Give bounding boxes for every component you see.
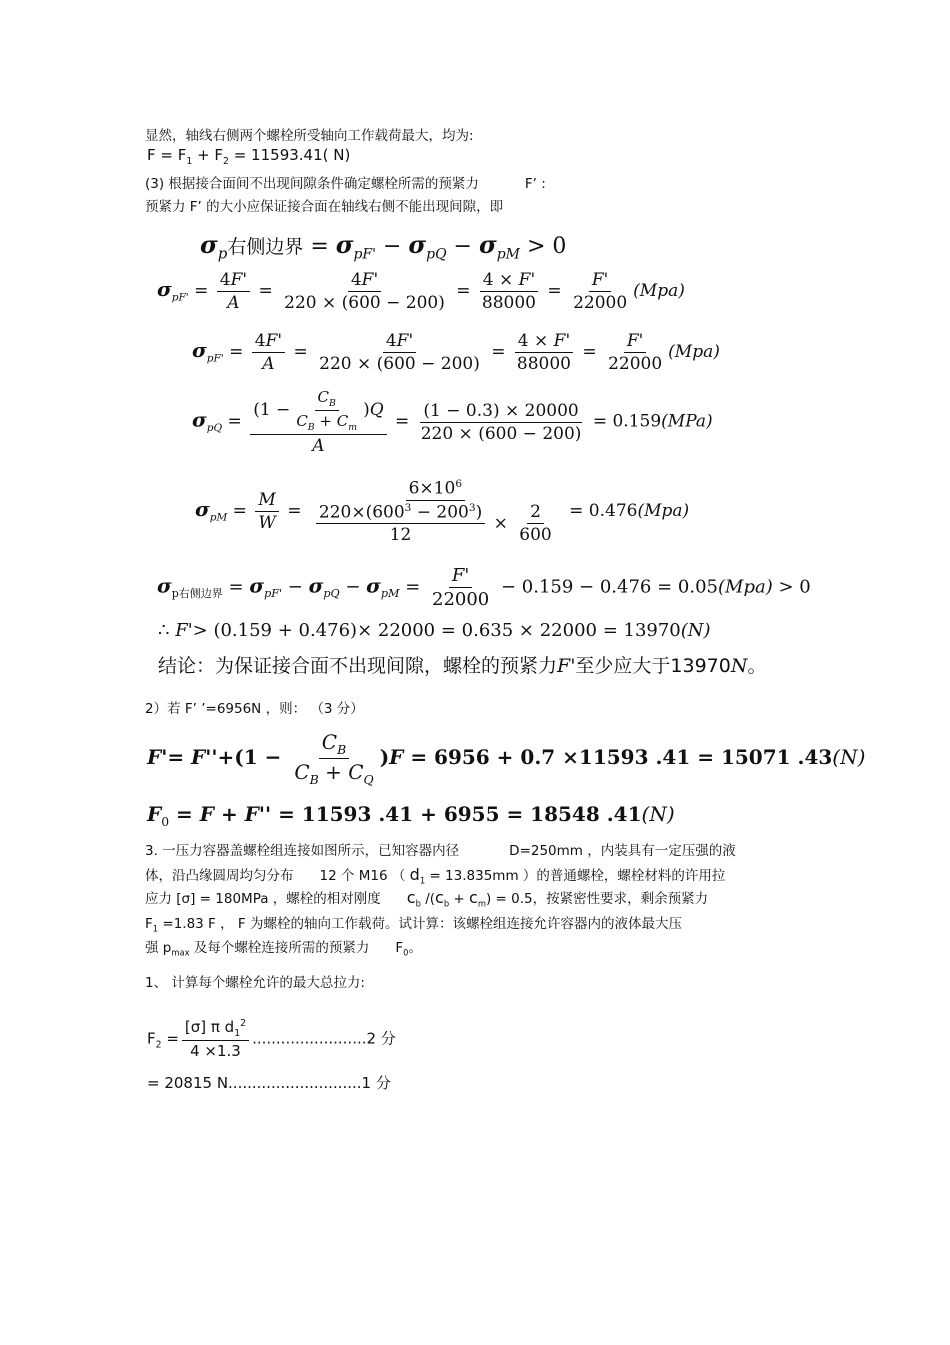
conclusion-text: 结论：为保证接合面不出现间隙，螺栓的预紧力F'至少应大于13970N。 — [158, 655, 767, 677]
boundary-equation: $\sigma_{p右侧边界} = \sigma_{pF'} - \sigma_{pQ} - \sigma_{pM}$ = $\frac{F'}{22000}$ − 0.159 − 0.476 = 0.05(Mpa) > 0 — [157, 565, 811, 610]
f0-equation: $F_0 = F + F'' = 11593$ .41 + 6955 = 18548 .41(N) — [147, 802, 675, 829]
q3-line-4: $F_1 =1.83$ F ， F 为螺栓的轴向工作载荷。试计算：该螺栓组连接允许容器内的液体最大压 — [145, 916, 682, 934]
intro-text: 显然，轴线右侧两个螺栓所受轴向工作载荷最大，均为: — [145, 128, 474, 144]
spq-equation: $\sigma_{pQ}$ = (1 − $\frac{C_B}{C_B + C_m}$ )Q A = $\frac{(1 - 0.3) \times 20000}{220 \times (600 - 200)}$ = 0.159(MPa) — [192, 388, 713, 456]
fprime-equation: F'= F''+(1 − $\frac{C_B}{C_B + C_Q}$ )F = 6956 + 0.7 ×11593 .41 = 15071 .43(N) — [147, 730, 866, 787]
therefore-equation: ∴ F'> (0.159 + 0.476)× 22000 = 0.635 × 22000 = 13970(N) — [158, 620, 711, 641]
f-total-equation: $F = F_1 + F_2 = 11593.41$( N) — [147, 146, 351, 167]
condition-equation: $\sigma_p$右侧边界 = $\sigma_{pF'} - \sigma_{pQ} - \sigma_{pM} > 0$ — [200, 230, 567, 263]
step3-description: 预紧力 F’ 的大小应保证接合面在轴线右侧不能出现间隙，即 — [145, 199, 504, 215]
step3-heading: (3) 根据接合面间不出现间隙条件确定螺栓所需的预紧力 F’ : — [145, 176, 546, 192]
spf-equation-1: $\sigma_{pF'}$ = $\frac{4F'}{A}$ = $\frac{4F'}{220 \times (600 - 200)}$ = $\frac{4 \times F'}{88000}$ = $\frac{F'}{22000}$ (Mpa) — [157, 270, 685, 313]
part2-header: 2）若 F’ ’=6956N ，则： （3 分） — [145, 701, 364, 717]
step1-heading: 1、 计算每个螺栓允许的最大总拉力: — [145, 975, 365, 991]
spf-equation-2: $\sigma_{pF'}$ = $\frac{4F'}{A}$ = $\frac{4F'}{220 \times (600 - 200)}$ = $\frac{4 \times F'}{88000}$ = $\frac{F'}{22000}$ (Mpa) — [192, 331, 720, 374]
f2-formula: $F_2$ = $\frac{[\sigma] \pi d_1^2}{4 \times 1.3}$ ........................2 分 — [147, 1018, 396, 1060]
f2-result: = 20815 N............................1 分 — [147, 1074, 391, 1092]
q3-line-2: 体，沿凸缘圆周均匀分布 12 个 M16 （ $d_1 = 13.835mm$ ）的普通螺栓，螺栓材料的许用拉 — [145, 865, 726, 886]
spm-equation: $\sigma_{pM}$ = $\frac{M}{W}$ = $6\times 10^6$ $\frac{220\times(600^3 - 200^3)}{12}$ × $\frac{2}{600}$ = 0.476(Mpa) — [195, 478, 690, 546]
q3-line-3: 应力 [σ] = 180MPa ，螺栓的相对刚度 $c_b$ $/(c_b + c_m) = 0.5$，按紧密性要求，剩余预紧力 — [145, 888, 709, 909]
q3-line-1: 3. 一压力容器盖螺栓组连接如图所示，已知容器内径 D=250mm ，内装具有一定压强的液 — [145, 843, 736, 859]
q3-line-5: 强 $p_{max}$ 及每个螺栓连接所需的预紧力 $F_0$。 — [145, 940, 422, 958]
